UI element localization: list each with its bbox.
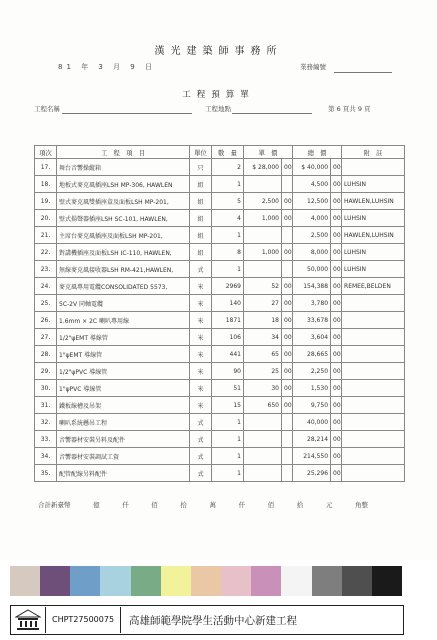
row-no: 28.: [35, 346, 57, 363]
archive-code: CHPT27500075: [46, 607, 121, 633]
row-no: 22.: [35, 244, 57, 261]
row-total: 2,500: [293, 227, 331, 244]
row-unit: 式: [190, 414, 212, 431]
row-qty: 1: [212, 176, 244, 193]
row-note: [342, 380, 405, 397]
col-qty: 數 量: [212, 146, 244, 159]
row-price-cents: 00: [282, 312, 293, 329]
row-no: 35.: [35, 465, 57, 482]
row-no: 29.: [35, 363, 57, 380]
row-price: [244, 448, 282, 465]
table-row: [35, 261, 405, 278]
row-total-cents: 00: [331, 295, 342, 312]
row-item: 1"ψEMT 導線管: [57, 346, 190, 363]
table-row: [35, 329, 405, 346]
row-qty: 1: [212, 448, 244, 465]
col-unit: 單位: [190, 146, 212, 159]
row-item: 音響器材安裝調試工資: [57, 448, 190, 465]
color-swatch: [372, 566, 402, 596]
table-row: [35, 465, 405, 482]
page-number: 第 6 頁共 9 頁: [328, 105, 371, 113]
archive-label: [10, 605, 404, 635]
table-row: [35, 278, 405, 295]
row-price-cents: [282, 261, 293, 278]
table-row: [35, 210, 405, 227]
row-item: 舞台音響操縱箱: [57, 159, 190, 176]
row-no: 25.: [35, 295, 57, 312]
row-price-cents: [282, 465, 293, 482]
row-item: 1/2"ψPVC 導線管: [57, 363, 190, 380]
row-qty: 90: [212, 363, 244, 380]
row-item: 配管配線另料配件: [57, 465, 190, 482]
row-unit: 米: [190, 346, 212, 363]
row-total-cents: 00: [331, 397, 342, 414]
row-note: [342, 159, 405, 176]
row-note: [342, 431, 405, 448]
project-name-line: [62, 113, 192, 114]
unit-0: 億: [93, 501, 100, 509]
row-item: 5C-2V 同軸電纜: [57, 295, 190, 312]
row-qty: 15: [212, 397, 244, 414]
row-total: 28,214: [293, 431, 331, 448]
table-row: [35, 346, 405, 363]
row-total-cents: 00: [331, 210, 342, 227]
row-price: 52: [244, 278, 282, 295]
row-price-cents: [282, 431, 293, 448]
col-total: 總 價: [293, 146, 342, 159]
col-no: 項次: [35, 146, 57, 159]
row-price-cents: 00: [282, 210, 293, 227]
row-no: 31.: [35, 397, 57, 414]
document-date: 81 年 3 月 9 日: [58, 63, 156, 71]
table-row: [35, 244, 405, 261]
row-price: 25: [244, 363, 282, 380]
table-row: [35, 363, 405, 380]
row-total-cents: 00: [331, 329, 342, 346]
color-swatch: [342, 566, 372, 596]
row-note: HAWLEN,LUHSIN: [342, 193, 405, 210]
row-price-cents: 00: [282, 159, 293, 176]
color-swatch: [221, 566, 251, 596]
row-price: [244, 431, 282, 448]
row-price-cents: [282, 414, 293, 431]
row-price: 2,500: [244, 193, 282, 210]
row-note: LUHSIN: [342, 176, 405, 193]
row-no: 26.: [35, 312, 57, 329]
row-price: $ 28,000: [244, 159, 282, 176]
row-item: 無線麥克風接收器LSH RM-421,HAWLEN,: [57, 261, 190, 278]
row-total: 1,530: [293, 380, 331, 397]
row-price: 18: [244, 312, 282, 329]
row-total-cents: 00: [331, 465, 342, 482]
row-price-cents: 00: [282, 380, 293, 397]
row-total-cents: 00: [331, 414, 342, 431]
row-note: [342, 312, 405, 329]
row-unit: 米: [190, 363, 212, 380]
row-item: 鐵板線槽及吊架: [57, 397, 190, 414]
row-note: [342, 363, 405, 380]
row-qty: 1: [212, 465, 244, 482]
row-qty: 1871: [212, 312, 244, 329]
row-qty: 1: [212, 414, 244, 431]
table-row: [35, 397, 405, 414]
unit-9: 角整: [354, 501, 368, 509]
color-swatch: [40, 566, 70, 596]
row-price: 1,000: [244, 210, 282, 227]
color-swatch: [191, 566, 221, 596]
row-unit: 米: [190, 329, 212, 346]
row-qty: 106: [212, 329, 244, 346]
row-qty: 4: [212, 210, 244, 227]
row-total: 154,388: [293, 278, 331, 295]
row-unit: 只: [190, 159, 212, 176]
row-total: 4,000: [293, 210, 331, 227]
location-label: 工程地點: [205, 105, 231, 113]
row-price: 30: [244, 380, 282, 397]
row-item: 對講機插座及面板LSH IC-110, HAWLEN,: [57, 244, 190, 261]
color-swatch: [131, 566, 161, 596]
row-note: REMEE,BELDEN: [342, 278, 405, 295]
row-total-cents: 00: [331, 278, 342, 295]
row-total-cents: 00: [331, 431, 342, 448]
row-total: 12,500: [293, 193, 331, 210]
unit-2: 佰: [151, 501, 158, 509]
row-no: 18.: [35, 176, 57, 193]
row-qty: 1: [212, 261, 244, 278]
document-title: 工程預算單: [182, 90, 255, 100]
row-note: LUHSIN: [342, 261, 405, 278]
row-price-cents: [282, 227, 293, 244]
row-note: [342, 295, 405, 312]
row-no: 23.: [35, 261, 57, 278]
row-qty: 51: [212, 380, 244, 397]
row-note: LUHSIN: [342, 210, 405, 227]
row-item: 喇叭系統懸吊工程: [57, 414, 190, 431]
row-note: [342, 448, 405, 465]
row-unit: 組: [190, 193, 212, 210]
row-no: 27.: [35, 329, 57, 346]
row-total: 40,000: [293, 414, 331, 431]
row-item: 地板式麥克風插座LSH MP-306, HAWLEN: [57, 176, 190, 193]
row-total: 2,250: [293, 363, 331, 380]
row-note: [342, 465, 405, 482]
row-item: 音響器材安裝另料及配件: [57, 431, 190, 448]
row-total: 8,000: [293, 244, 331, 261]
row-price: [244, 176, 282, 193]
row-no: 34.: [35, 448, 57, 465]
row-unit: 米: [190, 278, 212, 295]
row-qty: 5: [212, 193, 244, 210]
location-line: [232, 113, 312, 114]
row-total: 33,678: [293, 312, 331, 329]
row-no: 19.: [35, 193, 57, 210]
grand-total-line: [38, 500, 368, 509]
row-total: 9,750: [293, 397, 331, 414]
row-total-cents: 00: [331, 380, 342, 397]
table-header: [35, 146, 405, 159]
row-unit: 米: [190, 312, 212, 329]
row-price-cents: 00: [282, 244, 293, 261]
unit-5: 仟: [238, 501, 246, 509]
row-item: 1/2"ψEMT 導線管: [57, 329, 190, 346]
unit-3: 拾: [180, 501, 187, 509]
firm-name: 漢光建築師事務所: [154, 46, 283, 57]
row-total: 3,780: [293, 295, 331, 312]
table-row: [35, 431, 405, 448]
color-swatch: [70, 566, 100, 596]
row-price-cents: 00: [282, 329, 293, 346]
unit-8: 元: [325, 501, 333, 509]
color-swatch: [161, 566, 191, 596]
row-note: [342, 329, 405, 346]
row-price-cents: 00: [282, 278, 293, 295]
row-qty: 8: [212, 244, 244, 261]
table-row: [35, 448, 405, 465]
archive-logo: [11, 607, 46, 633]
row-price: 27: [244, 295, 282, 312]
case-number-line: [334, 72, 392, 73]
row-qty: 2: [212, 159, 244, 176]
row-total: 4,500: [293, 176, 331, 193]
table-row: [35, 227, 405, 244]
row-price-cents: 00: [282, 397, 293, 414]
row-no: 33.: [35, 431, 57, 448]
row-qty: 441: [212, 346, 244, 363]
unit-7: 拾: [296, 501, 304, 509]
row-total-cents: 00: [331, 193, 342, 210]
row-total: 3,604: [293, 329, 331, 346]
row-qty: 1: [212, 431, 244, 448]
row-unit: 組: [190, 176, 212, 193]
row-price: 34: [244, 329, 282, 346]
row-item: 壁式麥克風雙插座盒及面板LSH MP-201,: [57, 193, 190, 210]
table-row: [35, 193, 405, 210]
row-unit: 組: [190, 210, 212, 227]
row-unit: 米: [190, 380, 212, 397]
row-qty: 1: [212, 227, 244, 244]
row-qty: 2969: [212, 278, 244, 295]
row-price-cents: 00: [282, 193, 293, 210]
row-price: 650: [244, 397, 282, 414]
row-unit: 式: [190, 465, 212, 482]
row-total: $ 40,000: [293, 159, 331, 176]
row-item: 1"ψPVC 導線管: [57, 380, 190, 397]
row-total-cents: 00: [331, 363, 342, 380]
row-price-cents: [282, 448, 293, 465]
col-note: 附 註: [342, 146, 405, 159]
row-unit: 組: [190, 227, 212, 244]
row-price-cents: [282, 176, 293, 193]
color-swatch: [10, 566, 40, 596]
table-row: [35, 295, 405, 312]
row-note: [342, 346, 405, 363]
table-row: [35, 159, 405, 176]
row-total-cents: 00: [331, 176, 342, 193]
row-total: 50,000: [293, 261, 331, 278]
unit-4: 萬: [209, 501, 216, 509]
table-row: [35, 176, 405, 193]
row-price: 1,000: [244, 244, 282, 261]
case-number-label: 業務編號: [300, 63, 326, 71]
col-item: 工 程 項 目: [57, 146, 190, 159]
table-row: [35, 380, 405, 397]
table-row: [35, 312, 405, 329]
row-price: [244, 227, 282, 244]
row-price: [244, 414, 282, 431]
row-price-cents: 00: [282, 346, 293, 363]
row-total-cents: 00: [331, 312, 342, 329]
row-price: [244, 261, 282, 278]
total-label: 合計新臺幣: [38, 501, 71, 509]
row-unit: 米: [190, 295, 212, 312]
row-note: HAWLEN,LUHSIN: [342, 227, 405, 244]
row-total: 214,550: [293, 448, 331, 465]
row-total-cents: 00: [331, 448, 342, 465]
row-item: 主席台麥克風插座及面板LSH MP-201,: [57, 227, 190, 244]
row-price-cents: 00: [282, 295, 293, 312]
row-no: 30.: [35, 380, 57, 397]
row-no: 21.: [35, 227, 57, 244]
row-price: 65: [244, 346, 282, 363]
row-qty: 140: [212, 295, 244, 312]
row-no: 20.: [35, 210, 57, 227]
color-swatch: [281, 566, 311, 596]
col-price: 單 價: [244, 146, 293, 159]
color-swatch: [251, 566, 281, 596]
row-price-cents: 00: [282, 363, 293, 380]
table-row: [35, 414, 405, 431]
row-unit: 組: [190, 244, 212, 261]
row-total: 28,665: [293, 346, 331, 363]
row-total-cents: 00: [331, 346, 342, 363]
row-unit: 米: [190, 397, 212, 414]
unit-6: 佰: [267, 501, 275, 509]
color-calibration-strip: [10, 566, 402, 596]
row-total-cents: 00: [331, 244, 342, 261]
row-unit: 式: [190, 448, 212, 465]
row-unit: 式: [190, 261, 212, 278]
project-name-label: 工程名稱: [34, 105, 60, 113]
row-no: 32.: [35, 414, 57, 431]
row-no: 24.: [35, 278, 57, 295]
row-total: 25,296: [293, 465, 331, 482]
row-item: 1.6mm × 2C 喇叭專用線: [57, 312, 190, 329]
row-no: 17.: [35, 159, 57, 176]
row-note: [342, 397, 405, 414]
unit-1: 仟: [122, 501, 129, 509]
budget-table: [34, 145, 405, 482]
color-swatch: [312, 566, 342, 596]
row-total-cents: 00: [331, 159, 342, 176]
row-total-cents: 00: [331, 261, 342, 278]
row-unit: 式: [190, 431, 212, 448]
row-price: [244, 465, 282, 482]
row-item: 麥克風專用電纜CONSOLIDATED 5573,: [57, 278, 190, 295]
building-emblem-icon: [15, 609, 41, 631]
color-swatch: [100, 566, 130, 596]
archive-project-title: 高雄師範學院學生活動中心新建工程: [129, 614, 298, 627]
row-note: LUHSIN: [342, 244, 405, 261]
row-item: 壁式揚聲器插座LSH SC-101, HAWLEN,: [57, 210, 190, 227]
row-total-cents: 00: [331, 227, 342, 244]
row-note: [342, 414, 405, 431]
